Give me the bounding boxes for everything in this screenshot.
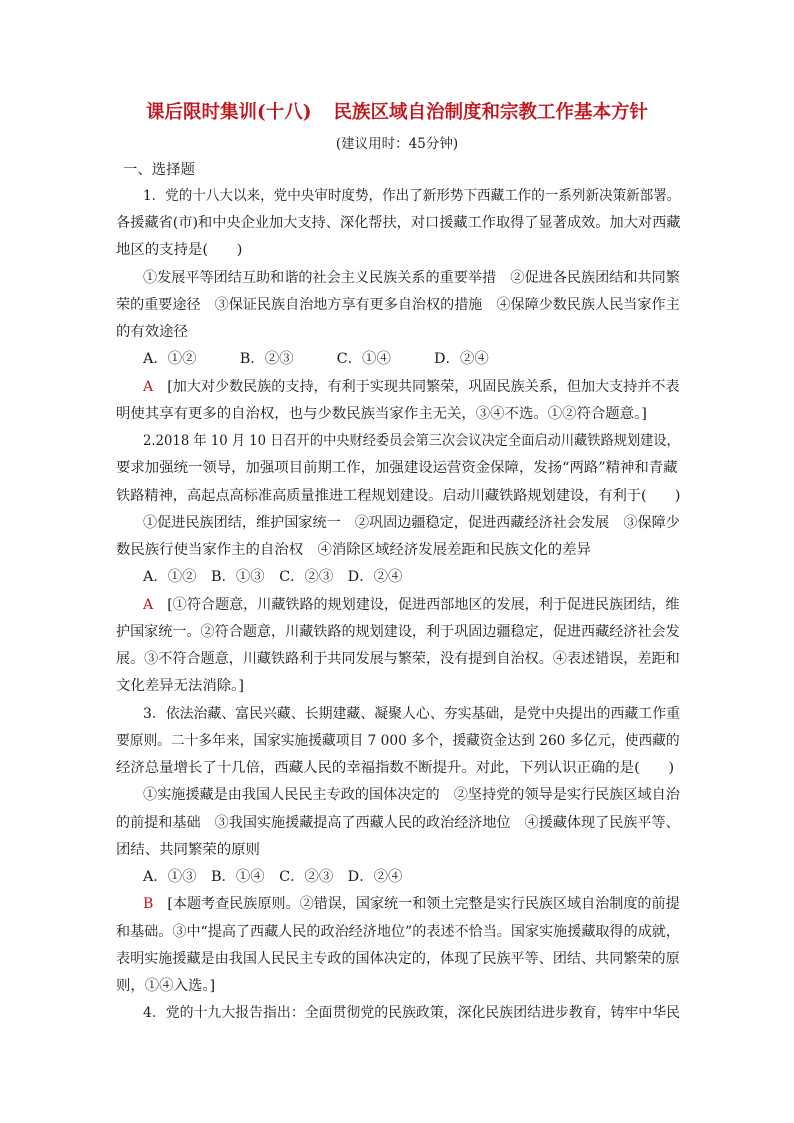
explanation-line xyxy=(143,595,679,615)
question-stem-line: 1．党的十八大以来，党中央审时度势，作出了新形势下西藏工作的一系列新决策新部署。 xyxy=(143,188,681,204)
question-stem-line: 各援藏省(市)和中央企业加大支持、深化帮扶，对口援藏工作取得了显著成效。加大对西藏 xyxy=(116,215,681,231)
explanation-text: [加大对少数民族的支持，有利于实现共同繁荣，巩固民族关系，但加大支持并不表 xyxy=(167,379,680,395)
explanation-line: 和基础。③中“提高了西藏人民的政治经济地位”的表述不恰当。国家实施援藏取得的成就， xyxy=(116,924,680,940)
explanation-line: 展。③不符合题意，川藏铁路利于共同发展与繁荣，没有提到自治权。④表述错误，差距和 xyxy=(116,651,680,667)
title-topic: 民族区域自治制度和宗教工作基本方针 xyxy=(333,102,649,123)
question-stem-line: 要求加强统一领导，加强项目前期工作，加强建设运营资金保障，发扬“两路”精神和青藏 xyxy=(116,460,678,476)
explanation-line: 文化差异无法消除。] xyxy=(116,678,244,694)
page-title xyxy=(0,98,794,124)
explanation-text: [本题考查民族原则。②错误，国家统一和领土完整是实行民族区域自治制度的前提 xyxy=(167,896,680,912)
answer-options: A．①② B．①③ C．②③ D．②④ xyxy=(143,569,403,585)
title-series: 课后限时集训(十八) xyxy=(145,102,312,123)
explanation-line: 表明实施援藏是由我国人民民主专政的国体决定的，体现了民族平等、团结、共同繁荣的原 xyxy=(116,951,680,967)
statement-line: 的有效途径 xyxy=(116,324,188,340)
explanation-line xyxy=(143,377,679,397)
answer-letter: A xyxy=(143,597,154,613)
statement-line: 数民族行使当家作主的自治权 ④消除区域经济发展差距和民族文化的差异 xyxy=(116,542,591,558)
answer-letter: A xyxy=(143,379,154,395)
question-stem-line: 3．依法治藏、富民兴藏、长期建藏、凝聚人心、夯实基础，是党中央提出的西藏工作重 xyxy=(143,706,680,722)
suggested-time: (建议用时：45分钟) xyxy=(335,136,459,152)
answer-letter: B xyxy=(143,896,154,912)
question-stem-line: 经济总量增长了十几倍，西藏人民的幸福指数不断提升。对此，下列认识正确的是( ) xyxy=(116,760,675,776)
explanation-line: 明使其享有更多的自治权，也与少数民族当家作主无关，③④不选。①②符合题意。] xyxy=(116,406,647,422)
question-stem-line: 要原则。二十多年来，国家实施援藏项目 7 000 多个，援藏资金达到 260 多亿元，使西藏的 xyxy=(116,733,680,749)
explanation-line: 则，①④入选。] xyxy=(116,978,216,994)
question-stem-line: 铁路精神，高起点高标准高质量推进工程规划建设。启动川藏铁路规划建设，有利于( ) xyxy=(116,488,681,504)
statement-line: ①促进民族团结，维护国家统一 ②巩固边疆稳定，促进西藏经济社会发展 ③保障少 xyxy=(143,515,680,531)
answer-options: A．①② B．②③ C．①④ D．②④ xyxy=(143,351,489,367)
explanation-line xyxy=(143,894,680,914)
section-heading: 一、选择题 xyxy=(123,162,195,178)
statement-line: 荣的重要途径 ③保证民族自治地方享有更多自治权的措施 ④保障少数民族人民当家作主 xyxy=(116,297,680,313)
statement-line: 的前提和基础 ③我国实施援藏提高了西藏人民的政治经济地位 ④援藏体现了民族平等、 xyxy=(116,815,680,831)
question-stem-line: 地区的支持是( ) xyxy=(116,242,243,258)
question-stem-line: 4．党的十九大报告指出：全面贯彻党的民族政策，深化民族团结进步教育，铸牢中华民 xyxy=(143,1005,680,1021)
statement-line: ①实施援藏是由我国人民民主专政的国体决定的 ②坚持党的领导是实行民族区域自治 xyxy=(143,787,680,803)
answer-options: A．①③ B．①④ C．②③ D．②④ xyxy=(143,869,403,885)
statement-line: 团结、共同繁荣的原则 xyxy=(116,842,260,858)
statement-line: ①发展平等团结互助和谐的社会主义民族关系的重要举措 ②促进各民族团结和共同繁 xyxy=(143,270,680,286)
explanation-line: 护国家统一。②符合题意，川藏铁路的规划建设，利于巩固边疆稳定，促进西藏经济社会发 xyxy=(116,624,680,640)
question-stem-line: 2.2018 年 10 月 10 日召开的中央财经委员会第三次会议决定全面启动川藏铁路规划建设， xyxy=(143,433,680,449)
explanation-text: [①符合题意，川藏铁路的规划建设，促进西部地区的发展，利于促进民族团结，维 xyxy=(167,597,680,613)
